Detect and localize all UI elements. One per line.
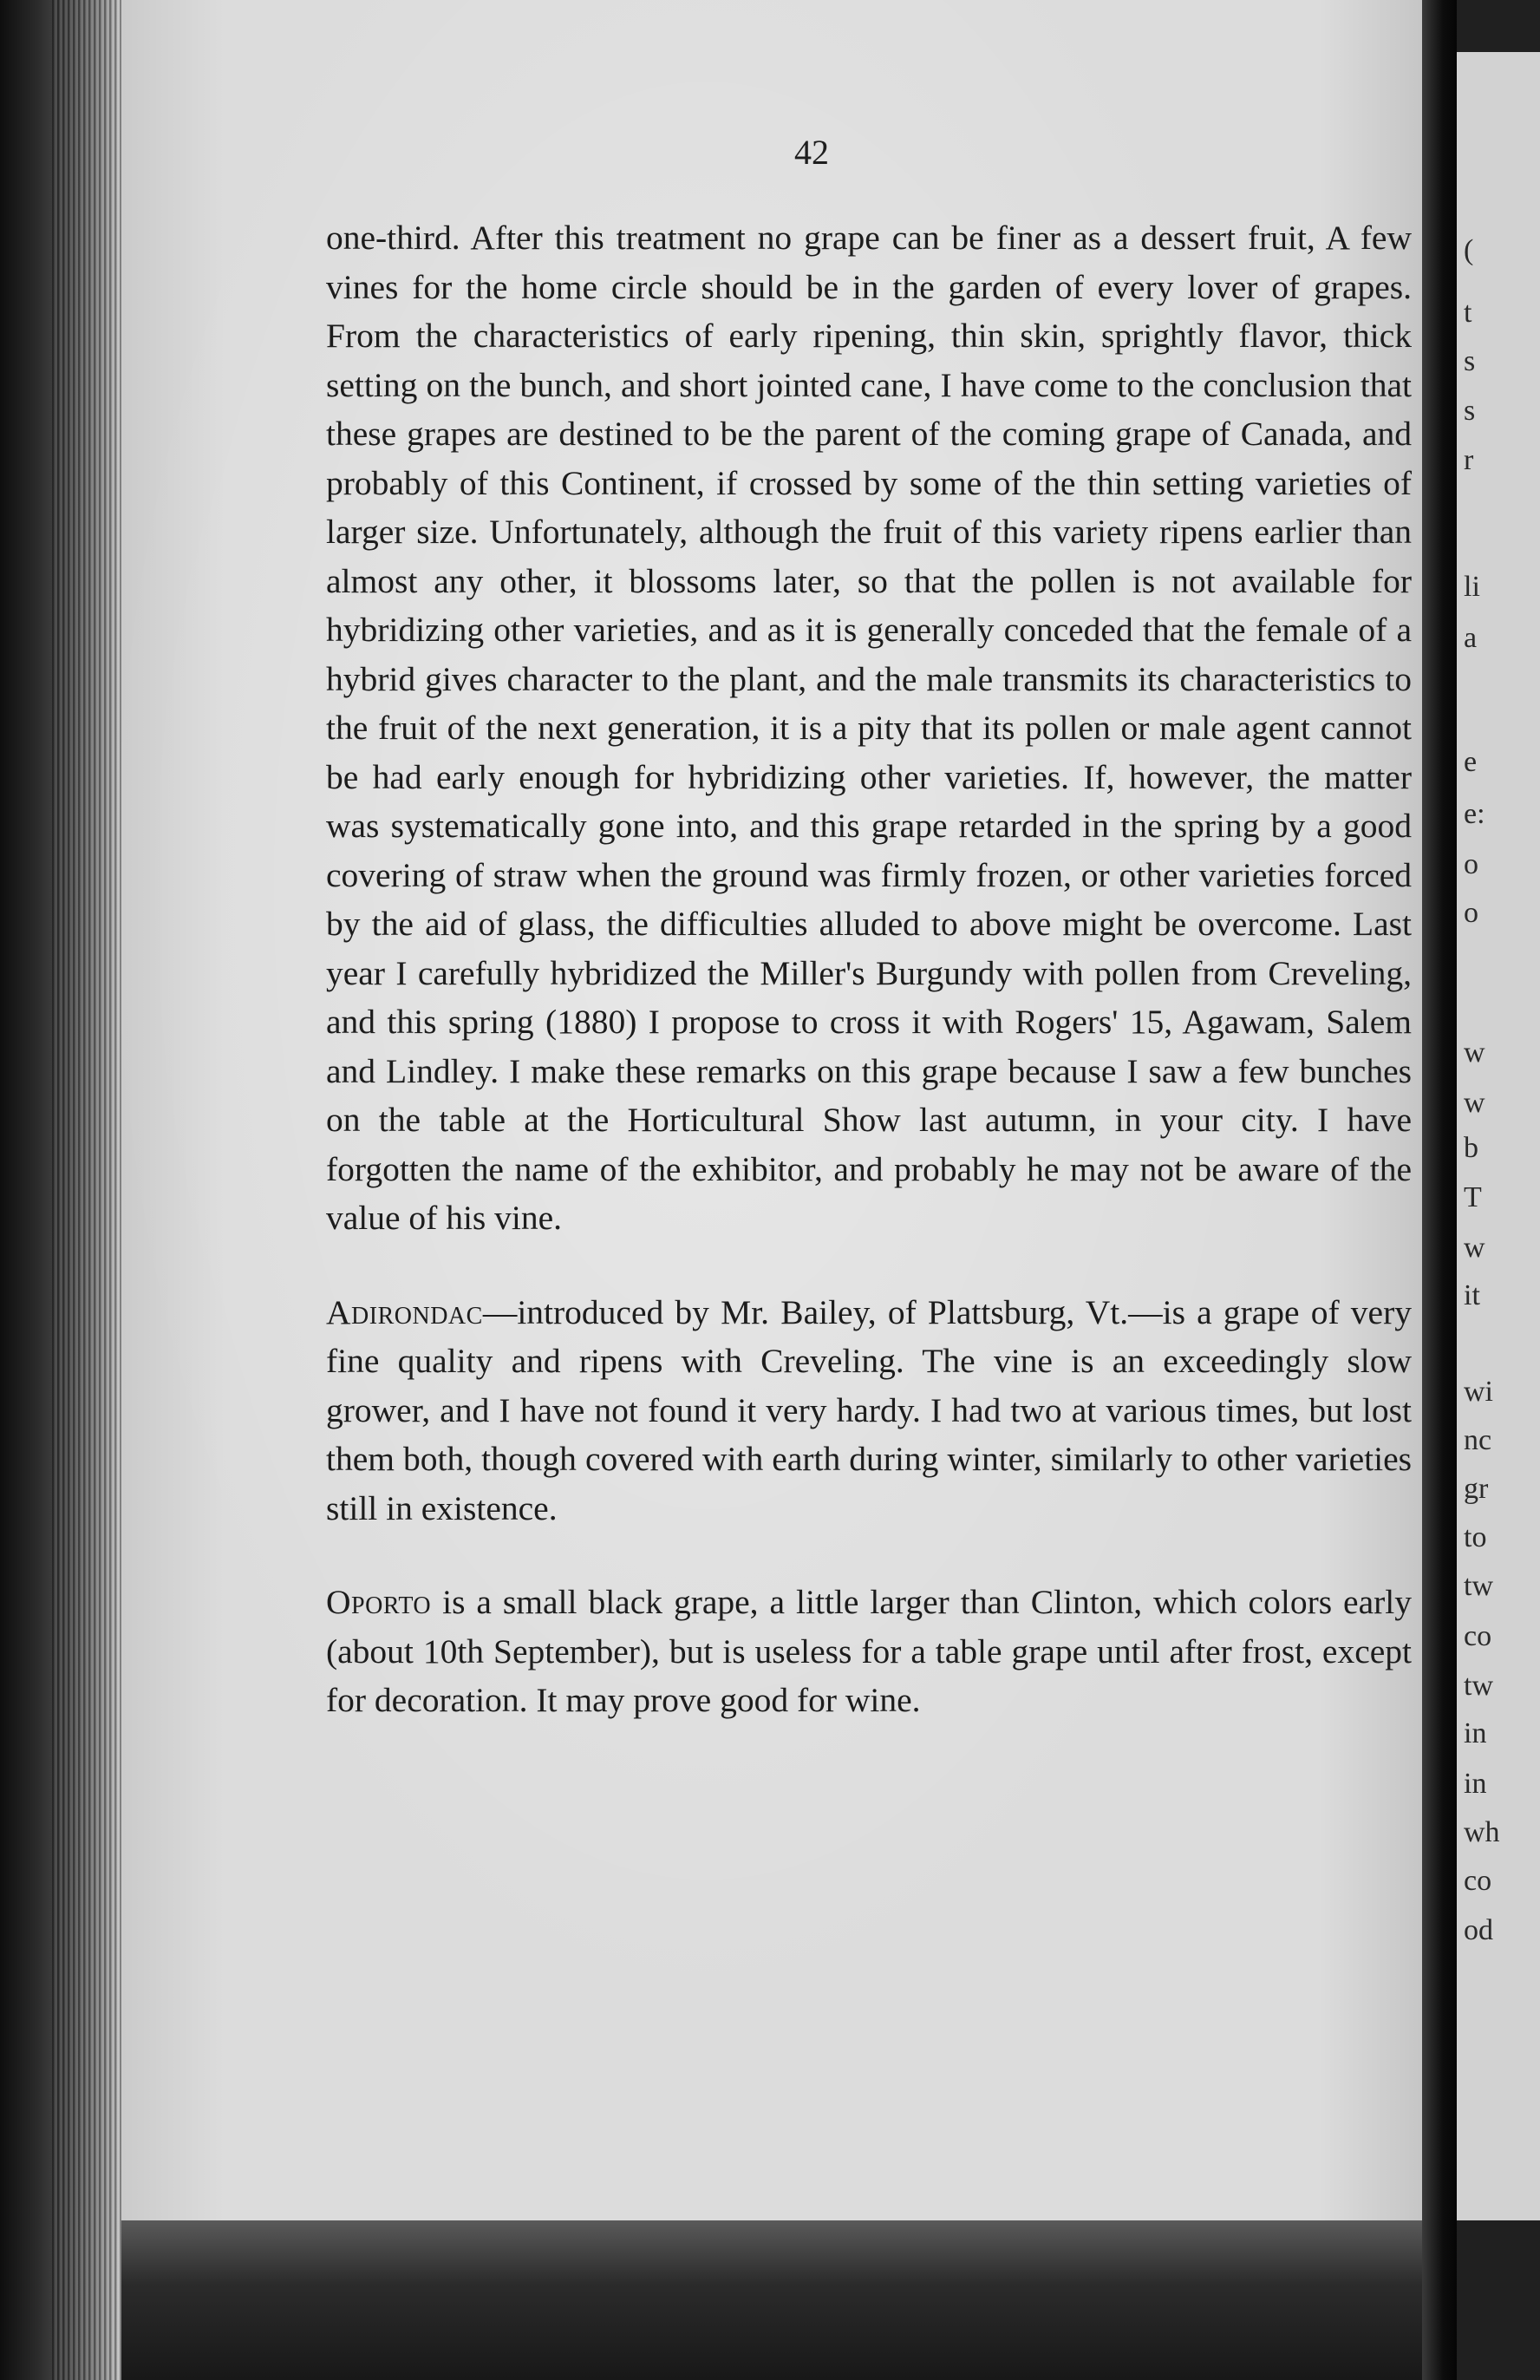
facing-page-fragment: a <box>1464 622 1478 654</box>
facing-page-fragment: e: <box>1464 798 1485 830</box>
facing-page-fragment: s <box>1464 395 1476 427</box>
facing-page-fragment: t <box>1464 297 1472 329</box>
facing-page-fragment: T <box>1464 1181 1482 1213</box>
paragraph-intro <box>326 213 1412 1243</box>
paragraph-intro-text: one-third. After this treatment no grape can be finer as a dessert fruit, A few vines for the home circle should be in the garden of every lover of grapes. From the characteristics of early ripening, thin skin, sprightly flavor, thick setting on the bunch, and short jointed cane, I have come to the conclusion that these grapes are destined to be the parent of the coming grape of Canada, and probably of this Continent, if crossed by some of the thin setting varieties of larger size. Unfortunately, although the fruit of this variety ripens earlier than almost any other, it blossoms later, so that the pollen is not available for hybridizing other varieties, and as it is generally conceded that the female of a hybrid gives character to the plant, and the male transmits its characteristics to the fruit of the next generation, it is a pity that its pollen or male agent cannot be had early enough for hybridizing other varieties. If, however, the matter was systematically gone into, and this grape retarded in the spring by a good covering of straw when the ground was firmly frozen, or other varieties forced by the aid of glass, the difficulties alluded to above might be overcome. Last year I carefully hybridized the Miller's Burgundy with pollen from Creveling, and this spring (1880) I propose to cross it with Rogers' 15, Agawam, Salem and Lindley. I make these remarks on this grape because I saw a few bunches on the table at the Horticultural Show last autumn, in your city. I have forgotten the name of the exhibitor, and probably he may not be aware of the value of his vine. <box>326 219 1412 1237</box>
facing-page-fragment: w <box>1464 1087 1485 1119</box>
facing-page-fragment: co <box>1464 1865 1492 1897</box>
facing-page-fragment: to <box>1464 1521 1487 1553</box>
facing-page-fragment: li <box>1464 571 1480 603</box>
variety-name-adirondac: Adirondac <box>326 1292 483 1331</box>
facing-page-fragment: wh <box>1464 1816 1500 1848</box>
gutter-gap <box>1422 0 1457 2380</box>
facing-page-fragment: o <box>1464 897 1478 929</box>
page-bottom-shadow <box>121 2220 1422 2380</box>
facing-page-fragment: tw <box>1464 1570 1493 1602</box>
facing-page-fragment: nc <box>1464 1424 1492 1456</box>
facing-page-fragment: w <box>1464 1036 1485 1069</box>
facing-page-edge <box>1457 52 1540 2220</box>
facing-page-fragment: wi <box>1464 1376 1493 1408</box>
facing-page-fragment: gr <box>1464 1473 1489 1505</box>
facing-page-fragment: o <box>1464 848 1478 880</box>
paragraph-adirondac <box>326 1288 1412 1533</box>
facing-page-fragment: r <box>1464 444 1474 476</box>
facing-page-fragment: in <box>1464 1717 1487 1749</box>
paragraph-adirondac-text: —introduced by Mr. Bailey, of Plattsburg, Vt.—is a grape of very fine quality and ripens with Creveling. The vine is an exceedingly slow grower, and I have not found it very hardy. I had two at various times, but lost them both, though covered with earth during winter, similarly to other varieties still in existence. <box>326 1292 1412 1527</box>
facing-page-fragment: co <box>1464 1620 1492 1652</box>
facing-page-fragment: ( <box>1464 234 1474 266</box>
facing-page-fragment: b <box>1464 1132 1478 1164</box>
facing-page-fragment: od <box>1464 1914 1493 1946</box>
facing-page-fragment: in <box>1464 1768 1487 1800</box>
facing-page-fragment: tw <box>1464 1670 1493 1702</box>
page-number: 42 <box>794 133 829 172</box>
variety-name-oporto: Oporto <box>326 1583 432 1621</box>
facing-page-fragment: e <box>1464 746 1478 778</box>
facing-page-fragment: w <box>1464 1232 1485 1264</box>
paragraph-oporto <box>326 1578 1412 1725</box>
facing-page-fragment: it <box>1464 1279 1480 1311</box>
binding-edge-texture <box>52 0 121 2380</box>
book-page <box>121 0 1422 2220</box>
paragraph-oporto-text: is a small black grape, a little larger than Clinton, which colors early (about 10th September), but is useless for a table grape until after frost, except for decoration. It may prove good for wine. <box>326 1583 1412 1719</box>
facing-page-fragment: s <box>1464 345 1476 377</box>
page-body-text <box>326 213 1412 1725</box>
